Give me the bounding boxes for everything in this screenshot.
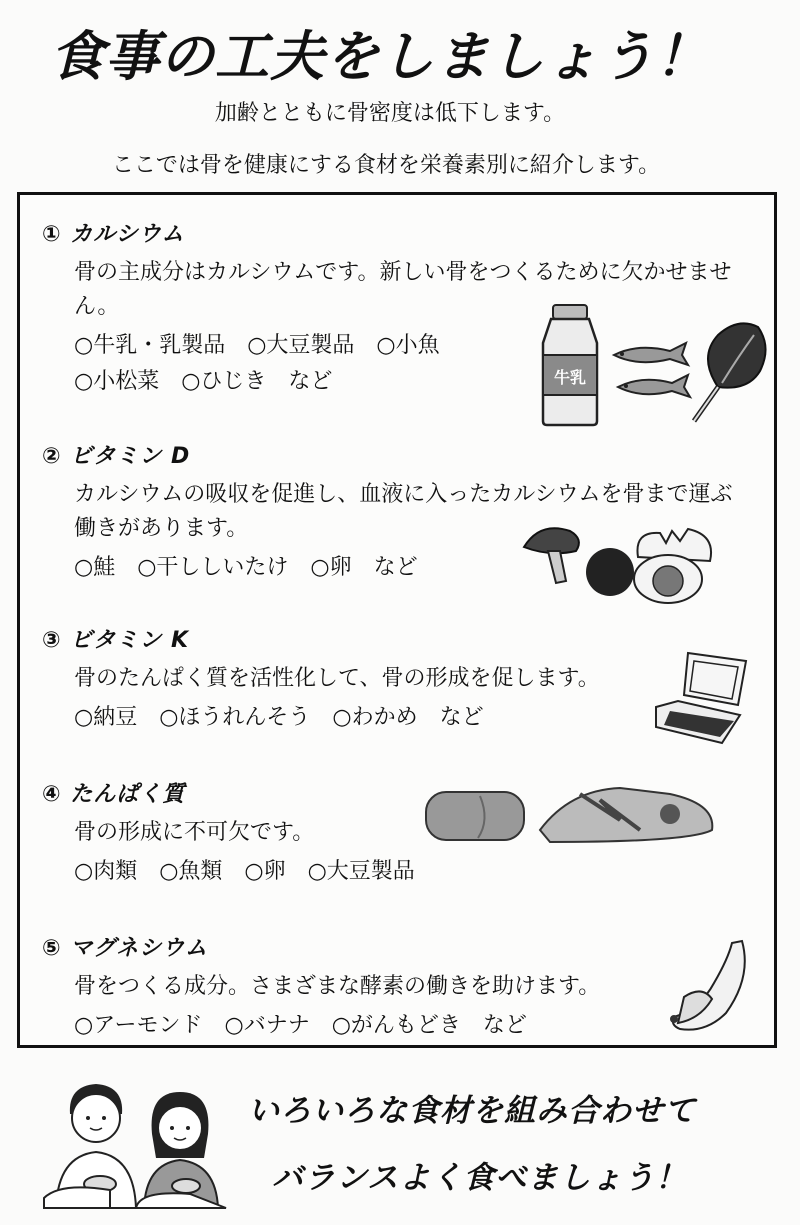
section-description: 骨のたんぱく質を活性化して、骨の形成を促します。 bbox=[74, 666, 600, 691]
section-title: ① カルシウム bbox=[42, 222, 185, 247]
section-description: 骨の主成分はカルシウムです。新しい骨をつくるために欠かせません。 bbox=[74, 260, 732, 319]
banana-illustration bbox=[656, 937, 756, 1042]
food-line: ○小松菜 ○ひじき など bbox=[74, 369, 333, 394]
section-title: ③ ビタミン K bbox=[42, 628, 189, 653]
section-description: 骨の形成に不可欠です。 bbox=[74, 820, 315, 845]
intro-line-2: ここでは骨を健康にする食材を栄養素別に紹介します。 bbox=[111, 153, 661, 178]
intro-line-1: 加齢とともに骨密度は低下します。 bbox=[214, 101, 566, 126]
food-line: ○肉類 ○魚類 ○卵 ○大豆製品 bbox=[74, 859, 415, 884]
food-line: ○鮭 ○干ししいたけ ○卵 など bbox=[74, 555, 418, 580]
natto-pack-illustration bbox=[648, 645, 753, 750]
food-line: ○納豆 ○ほうれんそう ○わかめ など bbox=[74, 705, 484, 730]
meat-fish-illustration bbox=[420, 780, 730, 850]
food-list bbox=[74, 854, 742, 890]
section-magnesium bbox=[42, 931, 742, 1044]
section-title: ② ビタミン D bbox=[42, 444, 191, 469]
food-line: ○アーモンド ○バナナ ○がんもどき など bbox=[74, 1013, 527, 1038]
milk-bottle-illustration bbox=[535, 303, 605, 428]
section-description: カルシウムの吸収を促進し、血液に入ったカルシウムを骨まで運ぶ働きがあります。 bbox=[74, 482, 733, 541]
food-line: ○牛乳・乳製品 ○大豆製品 ○小魚 bbox=[74, 333, 440, 358]
people-eating-illustration bbox=[40, 1072, 230, 1210]
nutrient-box bbox=[17, 192, 777, 1048]
page-title: 食事の工夫をしましょう！ bbox=[50, 25, 710, 88]
leafy-greens-illustration bbox=[688, 317, 773, 427]
mushroom-egg-illustration bbox=[520, 517, 725, 607]
food-list bbox=[74, 700, 742, 736]
slogan-line-1: いろいろな食材を組み合わせて bbox=[248, 1093, 696, 1129]
slogan-line-2: バランスよく食べましょう！ bbox=[272, 1160, 688, 1196]
section-title: ⑤ マグネシウム bbox=[42, 936, 208, 961]
section-title: ④ たんぱく質 bbox=[42, 782, 186, 807]
food-list bbox=[74, 1008, 742, 1044]
milk-label: 牛乳 bbox=[553, 368, 587, 387]
small-fish-illustration bbox=[608, 337, 698, 407]
section-vitamin-k bbox=[42, 623, 742, 736]
section-description: 骨をつくる成分。さまざまな酵素の働きを助けます。 bbox=[74, 974, 601, 999]
